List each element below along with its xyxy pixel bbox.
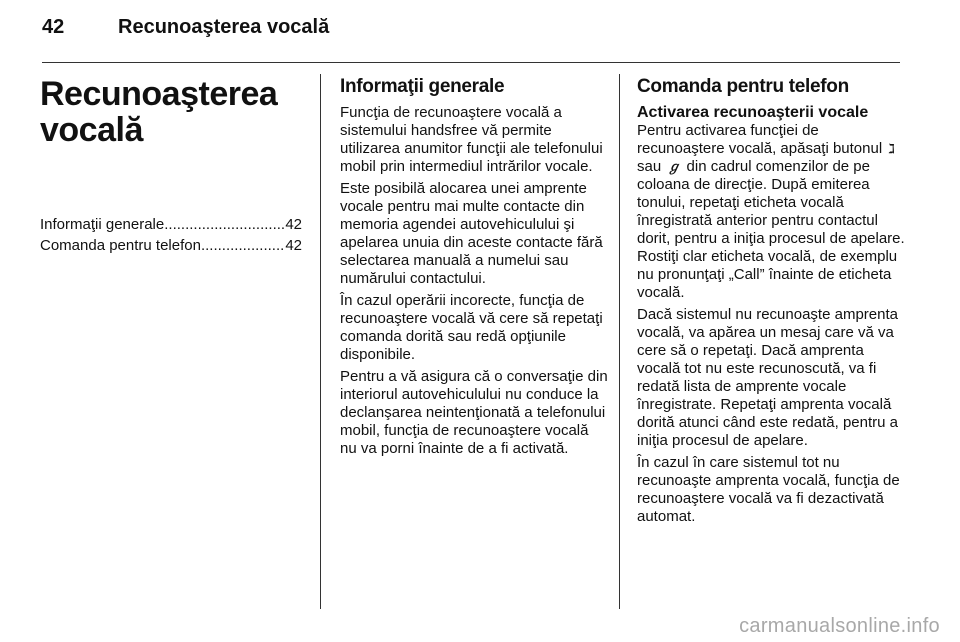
subsection-heading: Activarea recunoaşterii vocale [637,104,869,121]
section-heading: Comanda pentru telefon [637,76,849,97]
table-of-contents [40,214,302,256]
toc-entry[interactable] [40,214,302,235]
running-title: Recunoaşterea vocală [118,16,330,38]
chapter-title-line: vocală [40,111,143,149]
section-heading: Informaţii generale [340,76,505,97]
chapter-title-line: Recunoaşterea [40,75,278,113]
column-divider [320,74,321,609]
toc-entry[interactable] [40,235,302,256]
paragraph-text: sau [637,158,662,175]
chapter-column [40,74,302,256]
paragraph: Pentru a vă asigura că o conversaţie din interiorul autovehiculului nu conduce la declanşarea neintenţionată a telefonului mobil, funcţia de recunoaştere vocală nu va porni înainte de a fi activată. [340,368,608,457]
toc-entry-page: 42 [285,216,302,233]
column-divider [619,74,620,609]
toc-entry-page: 42 [285,237,302,254]
chapter-title [40,76,302,148]
header-rule [42,62,900,63]
paragraph: Dacă sistemul nu recunoaşte amprenta vocală, va apărea un mesaj care vă va cere să o repetaţi. Dacă amprenta vocală tot nu este recunoscută, va fi redată lista de amprente vocale înregistrate. Repetaţi amprenta vocală dorită atunci când este redată, pentru a iniţia procesul de apelare. [637,306,899,449]
paragraph-text: din cadrul comenzilor de pe coloana de direcţie. După emiterea tonului, repetaţi eticheta vocală înregistrată anterior pentru contactul dorit, pentru a iniţia procesul de apelare. Rostiţi clar eticheta vocală, de exemplu nu pronunţaţi „Call” înainte de eticheta vocală. [637,158,905,301]
toc-leader [164,214,285,235]
phone-command-column [637,74,907,530]
paragraph [637,122,907,302]
toc-entry-text: Comanda pentru telefon [40,237,201,254]
general-info-column [340,74,608,462]
paragraph-text: Pentru activarea funcţiei de recunoaştere vocală, apăsaţi butonul [637,122,883,157]
paragraph: În cazul operării incorecte, funcţia de recunoaştere vocală vă cere să repetaţi comanda dorită sau redă opţiunile disponibile. [340,292,603,363]
paragraph: Este posibilă alocarea unei amprente vocale pentru mai multe contacte din memoria agendei autovehiculului şi apelarea unuia din aceste contacte fără selectarea manuală a numelui sau numărului contactului. [340,180,603,287]
phone-button-icon: ℊ [667,159,681,174]
toc-leader [201,235,285,256]
paragraph: În cazul în care sistemul tot nu recunoaşte amprenta vocală, funcţia de recunoaştere vocală va fi dezactivată automat. [637,454,900,525]
watermark: carmanualsonline.info [739,615,940,637]
toc-entry-text: Informaţii generale [40,216,165,233]
paragraph: Funcţia de recunoaştere vocală a sistemului handsfree vă permite utilizarea anumitor funcţii ale telefonului mobil prin intermediul intrărilor vocale. [340,104,603,175]
voice-button-icon: ℷ [888,141,895,156]
page-number: 42 [42,16,65,38]
